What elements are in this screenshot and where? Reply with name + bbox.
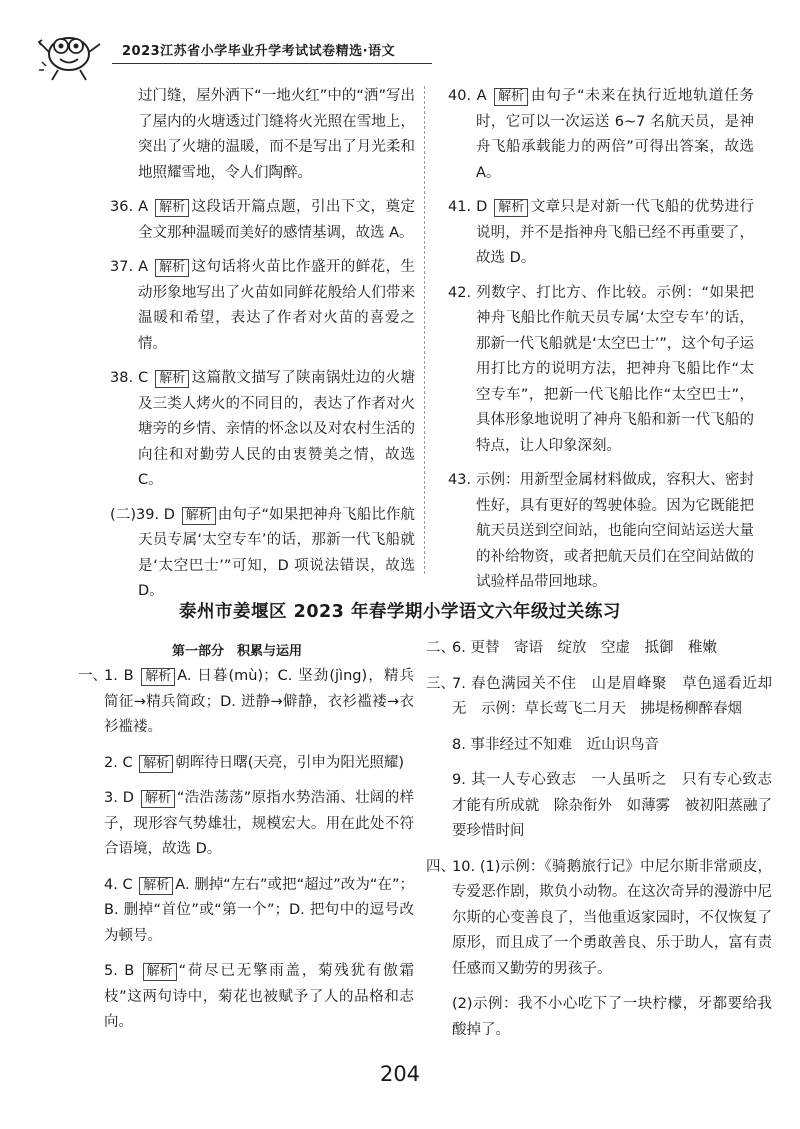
answer-item <box>448 281 754 460</box>
answer-text: “荷尽已无擎雨盖，菊残犹有傲霜枝”这两句诗中，菊花也被赋予了人的品格和志向。 <box>104 963 414 1030</box>
answer-text: 其一人专心致志 一人虽听之 只有专心致志才能有所成就 除杂衔外 如薄雾 被初阳蒸融了 要珍惜时间 <box>452 772 787 839</box>
analysis-tag: 解析 <box>182 507 216 525</box>
analysis-tag: 解析 <box>139 877 173 895</box>
section-label: 四、 <box>426 858 455 875</box>
answer-item <box>110 84 415 186</box>
answer-item <box>426 672 772 723</box>
answer-text: 春色满园关不住 山是眉峰聚 草色遥看近却无 示例：草长莺飞二月天 拂堤杨柳醉春烟 <box>452 675 772 717</box>
analysis-tag: 解析 <box>155 370 189 388</box>
header-title: 2023江苏省小学毕业升学考试试卷精选·语文 <box>122 44 396 59</box>
answer-text: 过门缝，屋外洒下“一地火红”中的“洒”写出了屋内的火塘透过门缝将火光照在雪地上，突出了火塘的温暖，而不是写出了月光柔和地照耀雪地，令人们陶醉。 <box>138 88 415 181</box>
answer-item <box>110 366 415 494</box>
analysis-tag: 解析 <box>494 199 528 217</box>
answer-number: (二)39. D <box>110 506 175 523</box>
answer-text: 示例：用新型金属材料做成，容积大、密封性好，具有更好的驾驶体验。因为它既能把航天员送到空间站，也能向空间站运送大量的补给物资，或者把航天员们在空间站做的试验样品带回地球。 <box>475 472 755 590</box>
answer-text: 朝晖待日曙(天亮，引申为阳光照耀) <box>175 754 405 771</box>
answer-item <box>104 873 414 950</box>
answer-item <box>452 768 787 845</box>
answer-number: 10. <box>452 858 476 875</box>
answer-item <box>448 468 754 596</box>
column-divider <box>424 86 425 574</box>
answer-text: 文章只是对新一代飞船的优势进行说明，并不是指神舟飞船已经不再重要了，故选 D。 <box>476 199 754 266</box>
answer-text: 列数字、打比方、作比较。示例：“如果把神舟飞船比作航天员专属‘太空专车’的话，那新一代飞船就是‘太空巴士’”，这个句子运用打比方的说明方法，把神舟飞船比作“太空专车”，把新一代飞船比作“太空巴士”，具体形象地说明了神舟飞船和新一代飞船的特点，让人印象深刻。 <box>476 284 755 454</box>
answer-item <box>452 733 772 759</box>
answer-item <box>426 855 773 983</box>
answer-number: 40. A <box>448 88 487 104</box>
answer-item <box>452 992 772 1043</box>
answer-number: 41. D <box>448 199 488 215</box>
page-header <box>30 26 770 76</box>
analysis-tag: 解析 <box>155 259 189 277</box>
answer-number: 7. <box>452 675 466 692</box>
answer-item <box>78 664 414 741</box>
answer-text: 由句子“未来在执行近地轨道任务时，它可以一次运送 6~7 名航天员，是神舟飞船承载能力的两倍”可得出答案，故选 A。 <box>476 88 755 181</box>
lower-right-column <box>426 636 787 1053</box>
section-title: 泰州市姜堰区 2023 年春学期小学语文六年级过关练习 <box>179 602 621 622</box>
answer-item <box>110 503 415 605</box>
answer-text: “浩浩荡荡”原指水势浩涌、壮阔的样子，现形容气势雄壮，规模宏大。用在此处不符合语境，故选 D。 <box>104 790 415 857</box>
analysis-tag: 解析 <box>141 790 175 808</box>
answer-item <box>426 636 772 662</box>
answer-number: 37. A <box>110 259 149 275</box>
answer-text: 更替 寄语 绽放 空虚 抵御 稚嫩 <box>470 640 717 656</box>
header-rule <box>112 63 432 64</box>
answer-text: 这篇散文描写了陕南锅灶边的火塘及三类人烤火的不同目的，表达了作者对火塘旁的乡情、亲情的怀念以及对农村生活的向往和对勤劳人民的由衷赞美之情，故选 C。 <box>138 370 416 488</box>
analysis-tag: 解析 <box>143 963 177 981</box>
answer-text: 这段话开篇点题，引出下文，奠定全文那种温暖而美好的感情基调，故选 A。 <box>138 199 416 241</box>
answer-number: 5. B <box>104 963 135 979</box>
lower-left-column <box>78 664 415 1046</box>
answer-number: 36. A <box>110 199 149 215</box>
answer-text: 事非经过不知难 近山识鸟音 <box>470 736 659 753</box>
answer-number: 42. <box>448 284 472 301</box>
answer-number: 4. C <box>104 876 133 893</box>
section-label: 三、 <box>426 675 455 692</box>
answer-number: 3. D <box>104 790 134 806</box>
answer-item <box>110 255 415 357</box>
answer-item <box>448 195 754 272</box>
answer-number: 1. B <box>104 668 134 684</box>
answer-number: 9. <box>452 772 466 788</box>
answer-text: 由句子“如果把神舟飞船比作航天员专属‘太空专车’的话，那新一代飞船就是‘太空巴士’”可知，D 项说法错误，故选 D。 <box>138 506 416 599</box>
answer-number: 38. C <box>110 370 149 386</box>
answer-item <box>104 786 414 863</box>
answer-number: 2. C <box>104 754 133 771</box>
section-label: 一、 <box>78 668 107 684</box>
answer-number: 8. <box>452 736 466 753</box>
analysis-tag: 解析 <box>494 88 528 106</box>
section-label: 二、 <box>426 640 455 656</box>
answer-text: 这句话将火苗比作盛开的鲜花，生动形象地写出了火苗如同鲜花般给人们带来温暖和希望，表达了作者对火苗的喜爱之情。 <box>138 259 416 352</box>
answer-item <box>104 959 414 1036</box>
answer-number: 6. <box>452 640 466 656</box>
answer-text: (2)示例：我不小心吃下了一块柠檬，牙都要给我酸掉了。 <box>452 996 772 1038</box>
analysis-tag: 解析 <box>139 755 173 773</box>
upper-right-column <box>448 84 754 605</box>
answer-text: A. 日暮(mù)；C. 坚劲(jìng)，精兵简征→精兵简政；D. 迸静→僻静，衣衫褴褛→衣衫褴褛。 <box>104 668 414 735</box>
mascot-logo-icon <box>36 26 106 82</box>
answer-text: A. 删掉“左右”或把“超过”改为“在”；B. 删掉“首位”或“第一个”；D. 把句中的逗号改为顿号。 <box>104 876 414 944</box>
analysis-tag: 解析 <box>141 668 175 686</box>
answer-item <box>104 751 414 777</box>
page-number: 204 <box>379 1062 421 1086</box>
answer-number: 43. <box>448 472 472 488</box>
answer-text: (1)示例：《骑鹅旅行记》中尼尔斯非常顽皮，专爱恶作剧，欺负小动物。在这次奇异的漫游中尼尔斯的心变善良了，当他重返家园时，不仅恢复了原形，而且成了一个勇敢善良、乐于助人，富有责任感而又勤劳的男孩子。 <box>452 858 773 977</box>
answer-item <box>110 195 415 246</box>
upper-left-column <box>110 84 415 614</box>
analysis-tag: 解析 <box>155 199 189 217</box>
part-title: 第一部分 积累与运用 <box>172 644 303 659</box>
answer-item <box>448 84 754 186</box>
